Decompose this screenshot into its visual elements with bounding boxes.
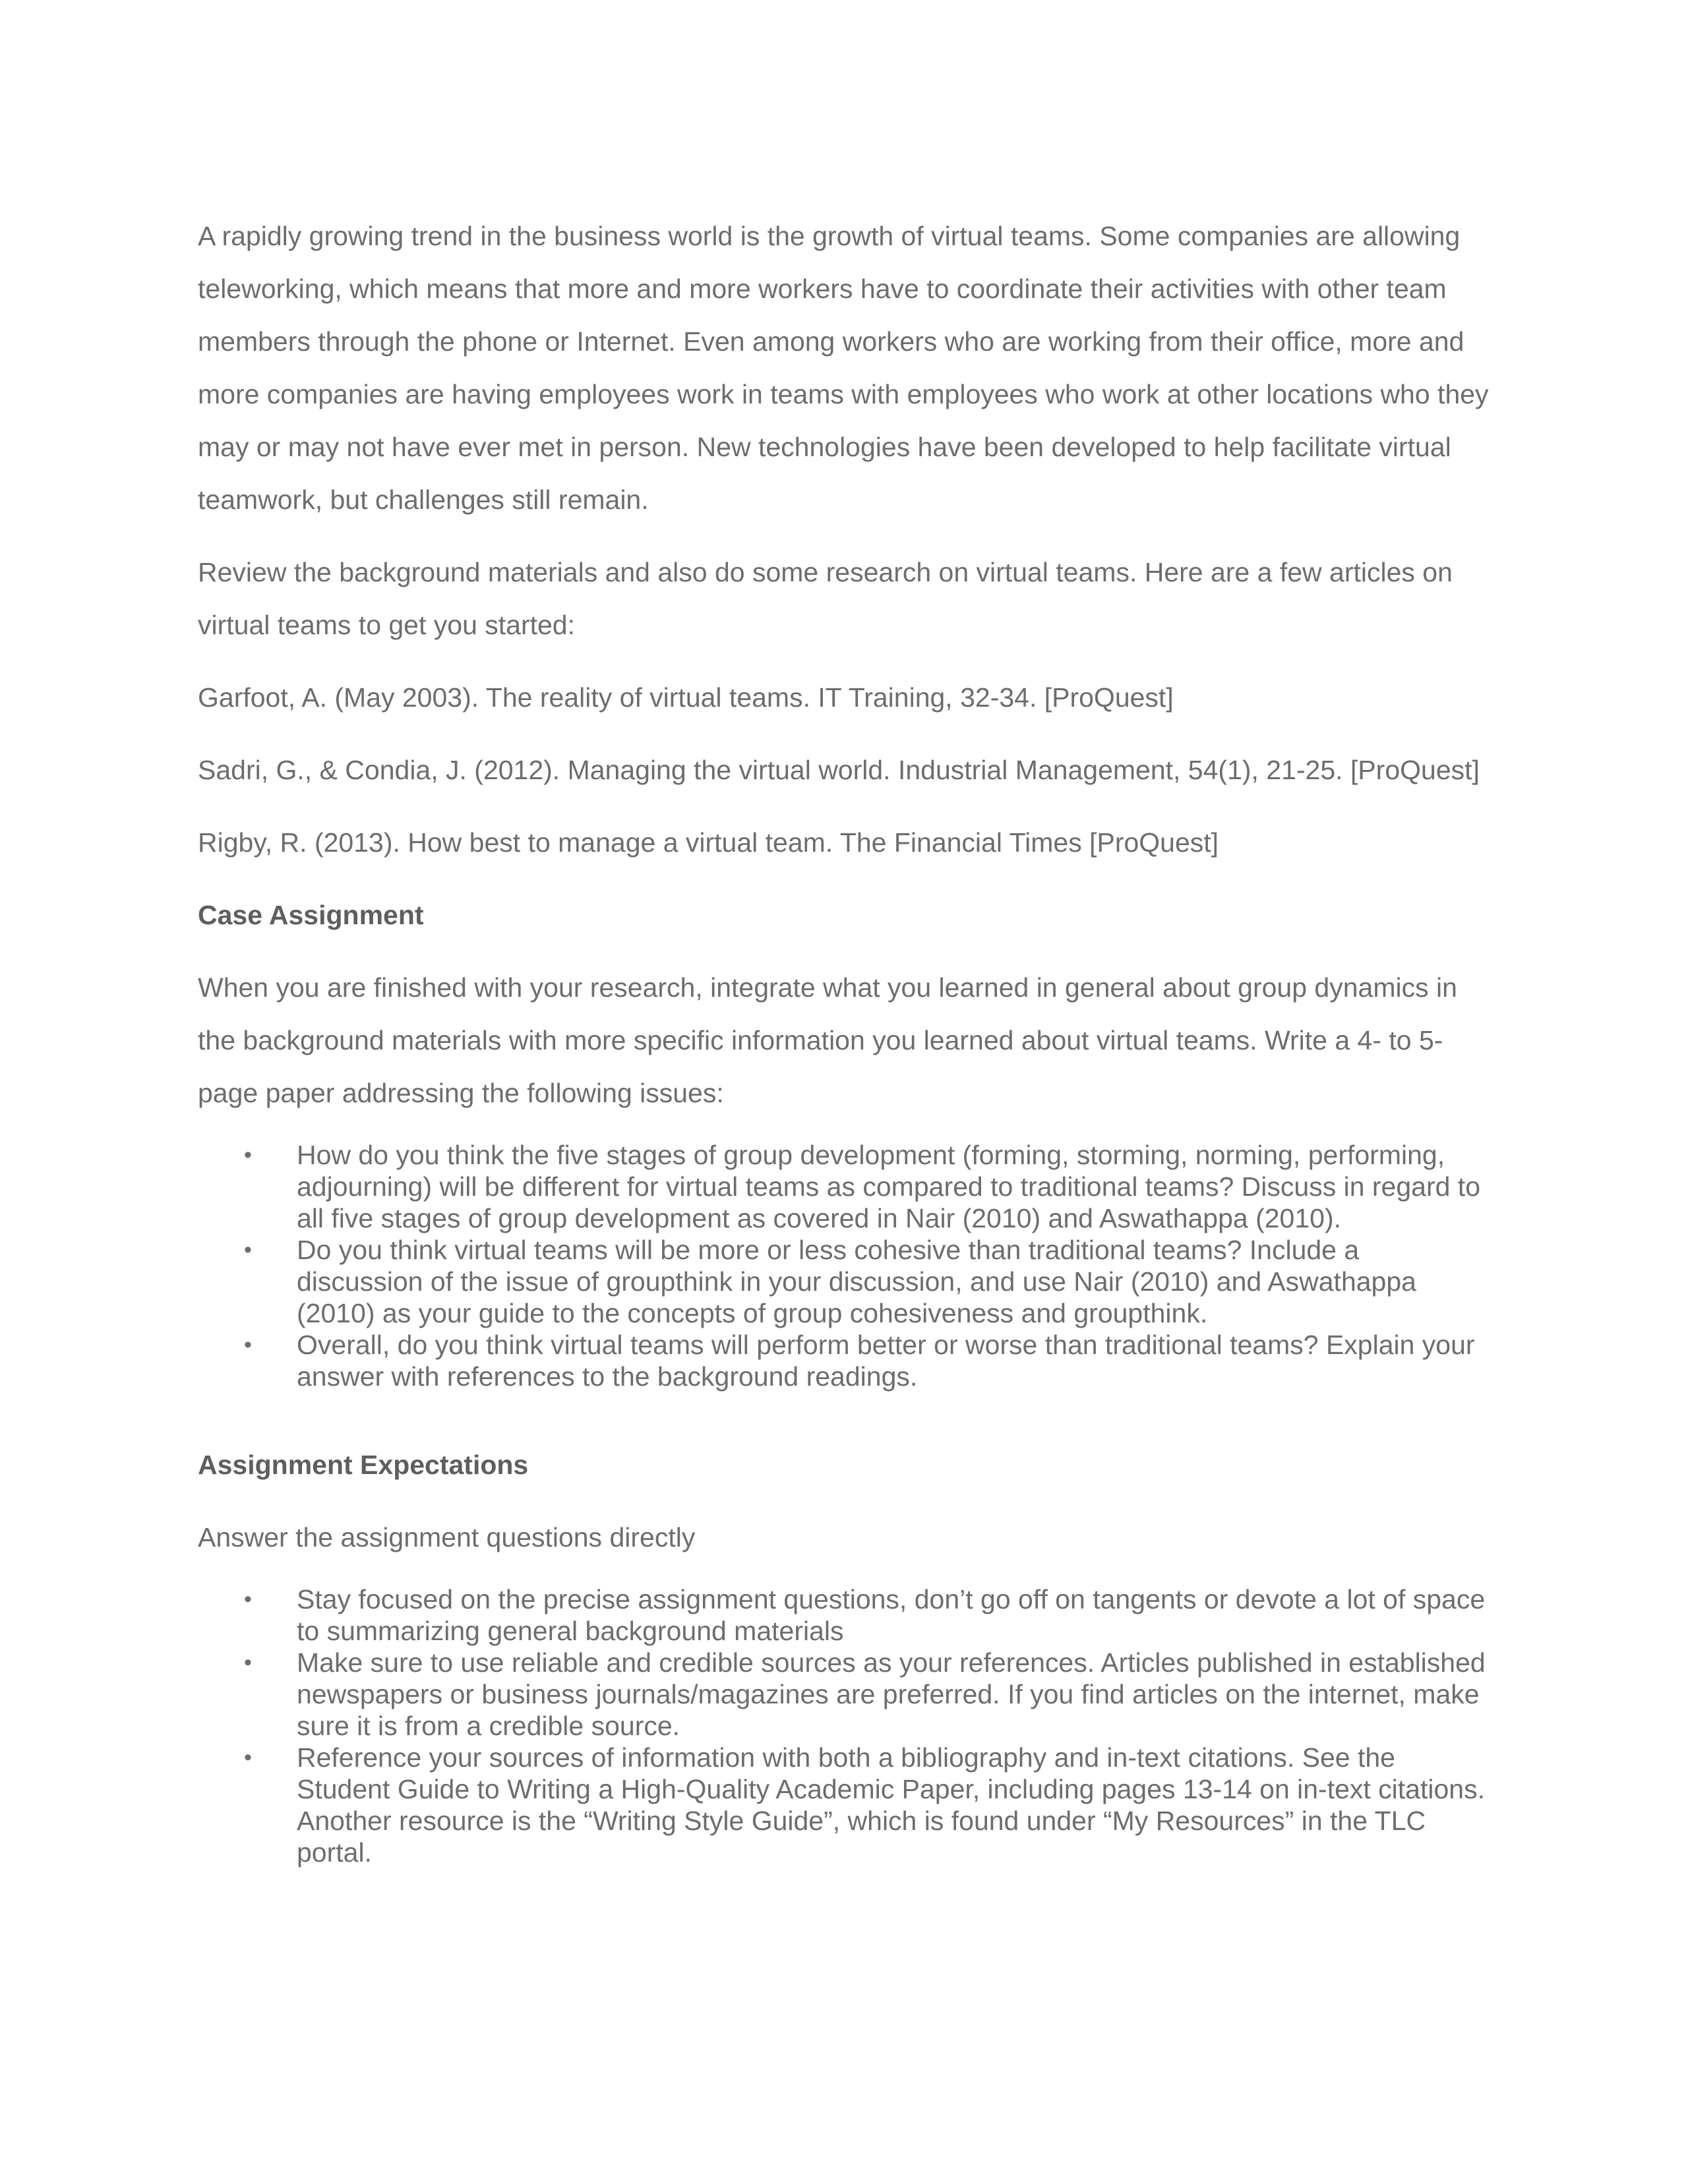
assignment-expectations-heading: Assignment Expectations	[198, 1450, 529, 1480]
list-item-text: Overall, do you think virtual teams will perform better or worse than traditional teams? Explain your answer with references to the background readings.	[297, 1330, 1475, 1392]
case-assignment-intro: When you are finished with your research, integrate what you learned in general about group dynamics in the background materials with more specific information you learned about virtual teams. Write a 4- to 5-page paper addressing the following issues:	[198, 972, 1457, 1108]
list-item	[198, 1329, 1490, 1392]
bullet-icon: •	[244, 1332, 252, 1357]
bullet-icon: •	[244, 1745, 252, 1770]
list-item-text: How do you think the five stages of group development (forming, storming, norming, performing, adjourning) will be different for virtual teams as compared to traditional teams? Discuss in regard to all five stages of group development as covered in Nair (2010) and Aswathappa (2010).	[297, 1140, 1480, 1233]
list-item-text: Stay focused on the precise assignment questions, don’t go off on tangents or devote a lot of space to summarizing general background materials	[297, 1584, 1486, 1646]
bullet-icon: •	[244, 1587, 252, 1612]
document-page	[198, 210, 1490, 1868]
list-item	[198, 1139, 1490, 1234]
reference-item: Sadri, G., & Condia, J. (2012). Managing the virtual world. Industrial Management, 54(1), 21-25. [ProQuest]	[198, 755, 1480, 785]
list-item	[198, 1742, 1490, 1868]
list-item	[198, 1583, 1490, 1647]
expectations-intro: Answer the assignment questions directly	[198, 1522, 696, 1552]
research-paragraph: Review the background materials and also do some research on virtual teams. Here are a few articles on virtual teams to get you started:	[198, 557, 1453, 640]
list-item-text: Reference your sources of information with both a bibliography and in-text citations. See the Student Guide to Writing a High-Quality Academic Paper, including pages 13-14 on in-text citations. Another resource is the “Writing Style Guide”, which is found under “My Resources” in the TLC portal.	[297, 1742, 1485, 1868]
bullet-icon: •	[244, 1142, 252, 1167]
list-item	[198, 1647, 1490, 1742]
case-assignment-heading: Case Assignment	[198, 900, 424, 930]
list-item-text: Make sure to use reliable and credible sources as your references. Articles published in established newspapers or business journals/magazines are preferred. If you find articles on the internet, make sure it is from a credible source.	[297, 1647, 1486, 1741]
list-item-text: Do you think virtual teams will be more or less cohesive than traditional teams? Include a discussion of the issue of groupthink in your discussion, and use Nair (2010) and Aswathappa (2010) as your guide to the concepts of group cohesiveness and groupthink.	[297, 1235, 1416, 1328]
reference-item: Rigby, R. (2013). How best to manage a virtual team. The Financial Times [ProQuest]	[198, 827, 1219, 858]
bullet-icon: •	[244, 1650, 252, 1675]
bullet-icon: •	[244, 1237, 252, 1262]
intro-paragraph: A rapidly growing trend in the business world is the growth of virtual teams. Some companies are allowing teleworking, which means that more and more workers have to coordinate their activities with other team members through the phone or Internet. Even among workers who are working from their office, more and more companies are having employees work in teams with employees who work at other locations who they may or may not have ever met in person. New technologies have been developed to help facilitate virtual teamwork, but challenges still remain.	[198, 221, 1489, 515]
expectations-list	[198, 1583, 1490, 1868]
reference-item: Garfoot, A. (May 2003). The reality of virtual teams. IT Training, 32-34. [ProQuest]	[198, 682, 1174, 713]
list-item	[198, 1234, 1490, 1329]
issues-list	[198, 1139, 1490, 1392]
